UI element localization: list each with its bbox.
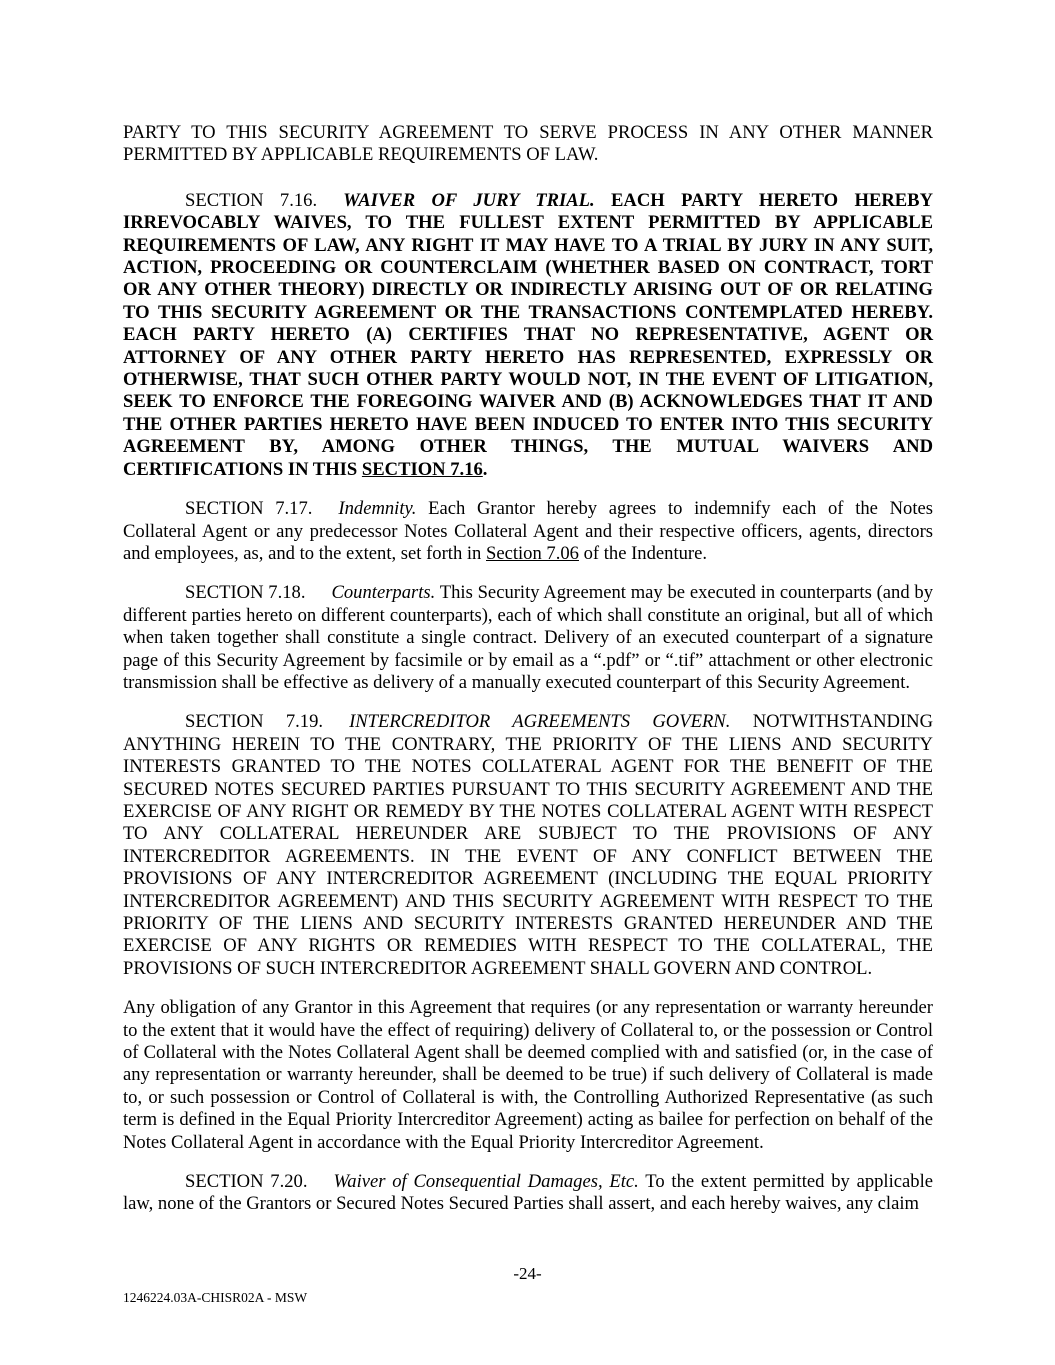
cross-reference-section-7-16: SECTION 7.16 [361,458,483,480]
cross-reference-section-7-06: Section 7.06 [486,542,579,564]
section-7-17-heading: Indemnity. [338,498,417,520]
page-number: -24- [513,1264,542,1283]
bailee-text: Any obligation of any Grantor in this Agreement that requires (or any representation or warranty hereunder to the extent that it would have the effect of requiring) delivery of Collateral to, or the possession or Control of Collateral with the Notes Collateral Agent shall be deemed complied with and satisfied (or, in the case of any representation or warranty hereunder, shall be deemed to be true) if such delivery of Collateral is made to, or such possession or Control of Collateral is with, the Controlling Authorized Representative (as such term is defined in the Equal Priority Intercreditor Agreement) acting as bailee for perfection on behalf of the Notes Collateral Agent in accordance with the Equal Priority Intercreditor Agreement. [123,997,933,1153]
section-7-18-label: SECTION 7.18. [185,582,306,604]
section-7-20-heading: Waiver of Consequential Damages, Etc. [333,1171,639,1193]
section-7-17-body-end: of the Indenture. [578,542,708,564]
section-7-16-body-end: . [482,458,488,480]
section-7-19-body: NOTWITHSTANDING ANYTHING HEREIN TO THE CONTRARY, THE PRIORITY OF THE LIENS AND SECURITY INTERESTS GRANTED TO THE NOTES COLLATERAL AGENT FOR THE BENEFIT OF THE SECURED NOTES SECURED PARTIES PURSUANT TO THIS SECURITY AGREEMENT AND THE EXERCISE OF ANY RIGHT OR REMEDY BY THE NOTES COLLATERAL AGENT WITH RESPECT TO ANY COLLATERAL HEREUNDER ARE SUBJECT TO THE PROVISIONS OF ANY INTERCREDITOR AGREEMENTS. IN THE EVENT OF ANY CONFLICT BETWEEN THE PROVISIONS OF ANY INTERCREDITOR AGREEMENT (INCLUDING THE EQUAL PRIORITY INTERCREDITOR AGREEMENT) AND THIS SECURITY AGREEMENT WITH RESPECT TO THE PRIORITY OF THE LIENS AND SECURITY INTERESTS GRANTED HEREUNDER AND THE EXERCISE OF ANY RIGHTS OR REMEDIES WITH RESPECT TO THE COLLATERAL, THE PROVISIONS OF SUCH INTERCREDITOR AGREEMENT SHALL GOVERN AND CONTROL. [123,711,933,979]
section-7-20-paragraph [123,1171,933,1216]
document-id: 1246224.03A-CHISR02A - MSW [123,1290,308,1305]
section-7-20-body: To the extent permitted by applicable law, none of the Grantors or Secured Notes Secured Parties shall assert, and each hereby waives, any claim [123,1171,933,1215]
section-7-18-heading: Counterparts. [331,582,436,604]
document-body [123,122,933,1233]
section-7-18-body: This Security Agreement may be executed in counterparts (and by different parties hereto on different counterparts), each of which shall constitute an original, but all of which when taken together shall constitute a single contract. Delivery of an executed counterpart of a signature page of this Security Agreement by facsimile or by email as a “.pdf” or “.tif” attachment or other electronic transmission shall be effective as delivery of a manually executed counterpart of this Security Agreement. [123,582,933,693]
section-7-16-label: SECTION 7.16. [185,189,318,211]
bailee-paragraph [123,997,933,1154]
section-7-19-label: SECTION 7.19. [185,711,324,733]
section-7-16-paragraph [123,190,933,481]
section-7-19-paragraph [123,711,933,980]
continuation-text: PARTY TO THIS SECURITY AGREEMENT TO SERVE PROCESS IN ANY OTHER MANNER PERMITTED BY APPLICABLE REQUIREMENTS OF LAW. [123,122,933,166]
continuation-paragraph [123,122,933,167]
section-7-19-heading: INTERCREDITOR AGREEMENTS GOVERN. [349,711,731,733]
section-7-17-label: SECTION 7.17. [185,498,313,520]
section-7-16-heading: WAIVER OF JURY TRIAL. [343,189,595,211]
section-7-17-paragraph [123,498,933,565]
section-7-20-label: SECTION 7.20. [185,1171,308,1193]
section-7-18-paragraph [123,582,933,694]
section-7-16-body: EACH PARTY HERETO HEREBY IRREVOCABLY WAIVES, TO THE FULLEST EXTENT PERMITTED BY APPLICABLE REQUIREMENTS OF LAW, ANY RIGHT IT MAY HAVE TO A TRIAL BY JURY IN ANY SUIT, ACTION, PROCEEDING OR COUNTERCLAIM (WHETHER BASED ON CONTRACT, TORT OR ANY OTHER THEORY) DIRECTLY OR INDIRECTLY ARISING OUT OF OR RELATING TO THIS SECURITY AGREEMENT OR THE TRANSACTIONS CONTEMPLATED HEREBY. EACH PARTY HERETO (A) CERTIFIES THAT NO REPRESENTATIVE, AGENT OR ATTORNEY OF ANY OTHER PARTY HERETO HAS REPRESENTED, EXPRESSLY OR OTHERWISE, THAT SUCH OTHER PARTY WOULD NOT, IN THE EVENT OF LITIGATION, SEEK TO ENFORCE THE FOREGOING WAIVER AND (B) ACKNOWLEDGES THAT IT AND THE OTHER PARTIES HERETO HAVE BEEN INDUCED TO ENTER INTO THIS SECURITY AGREEMENT BY, AMONG OTHER THINGS, THE MUTUAL WAIVERS AND CERTIFICATIONS IN THIS [123,189,934,480]
section-7-17-body: Each Grantor hereby agrees to indemnify each of the Notes Collateral Agent or any predecessor Notes Collateral Agent and their respective officers, agents, directors and employees, as, and to the extent, set forth in [123,498,933,564]
